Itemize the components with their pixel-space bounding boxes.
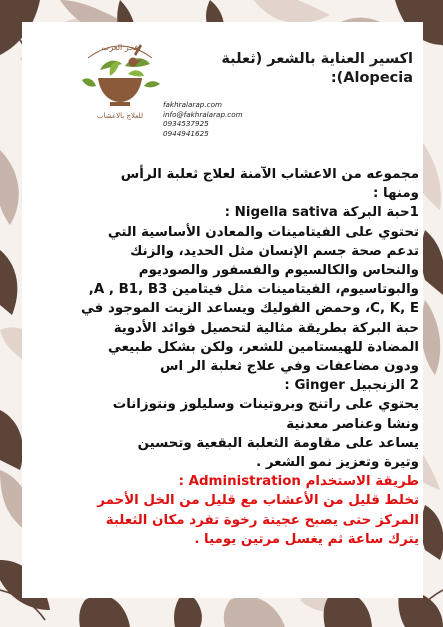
administration-line: المركز حتى يصبح عجينة رخوة تفرد مكان الثعلبة bbox=[105, 512, 419, 528]
administration-line: يترك ساعة ثم يغسل مرتين يوميا . bbox=[194, 531, 419, 547]
phone-number-1: 0934537925 bbox=[163, 119, 209, 129]
administration-line: تخلط قليل من الأعشاب مع قليل من الخل الأحمر bbox=[97, 493, 419, 509]
body-line: C, K, E، وحمض الفوليك ويساعد الزيت الموجود في bbox=[80, 301, 419, 317]
body-line: يحتوي على راتنج وبروتينات وسليلوز ونتوزانات bbox=[112, 397, 419, 413]
website-link[interactable]: fakhralarap.com bbox=[163, 100, 222, 109]
administration-heading: طريقة الاستخدام Administration : bbox=[178, 474, 419, 490]
email-link[interactable]: info@fakhralarap.com bbox=[163, 109, 243, 119]
section-heading-nigella: 1حبة البركة Nigella sativa : bbox=[224, 205, 419, 221]
body-line: تدعم صحة جسم الإنسان مثل الحديد، والزنك bbox=[130, 243, 419, 259]
body-line: والبوتاسيوم، الفيتامينات مثل فيتامين A , B1, B3, bbox=[88, 282, 419, 298]
body-line: ومنها : bbox=[373, 186, 419, 202]
brand-logo bbox=[70, 36, 170, 126]
article-body bbox=[34, 165, 419, 549]
body-line: ونشا وعناصر معدنية bbox=[286, 416, 419, 432]
logo-text-bottom: للعلاج بالاعشاب bbox=[97, 112, 143, 120]
body-line: والنحاس والكالسيوم والفسفور والصوديوم bbox=[138, 263, 419, 279]
contact-info bbox=[163, 100, 303, 138]
section-heading-ginger: 2 الزنجبيل Ginger : bbox=[284, 378, 419, 394]
phone-number-2: 0944941625 bbox=[163, 128, 209, 138]
body-line: تحتوي على الفيتامينات والمعادن الأساسية التي bbox=[107, 224, 419, 240]
body-line: وتيرة وتعزيز نمو الشعر . bbox=[256, 455, 419, 471]
body-line: مجموعه من الاعشاب الآمنة لعلاج ثعلبة الرأس bbox=[120, 167, 419, 182]
logo-text-top: فخر العرب bbox=[101, 43, 139, 52]
body-line: المضادة للهيستامين للشعر، ولكن بشكل طبيعي bbox=[108, 339, 419, 355]
body-line: حبة البركة بطريقة مثالية لتحصيل فوائد الأدوية bbox=[113, 320, 419, 336]
page-title: اكسير العناية بالشعر (ثعلبة Alopecia): bbox=[221, 51, 413, 86]
body-line: يساعد على مقاومة الثعلبة البقعية وتحسين bbox=[137, 435, 419, 451]
body-line: ودون مضاعفات وفي علاج ثعلبة الر اس bbox=[160, 359, 419, 375]
